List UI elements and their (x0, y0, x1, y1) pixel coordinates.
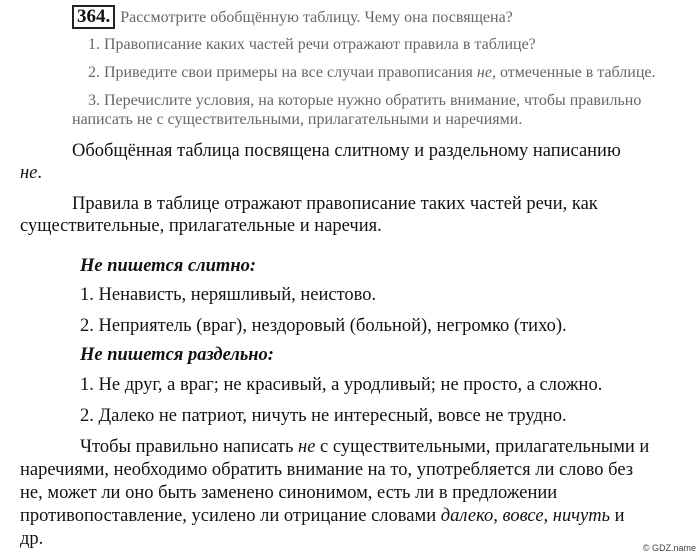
question-2-italic: не (476, 64, 492, 81)
answer-p3-line-1 (80, 437, 649, 458)
separately-item-2: 2. Далеко не патриот, ничуть не интересный, вовсе не трудно. (80, 406, 567, 426)
separately-item-1: 1. Не друг, а враг; не красивый, а уродливый; не просто, а сложно. (80, 375, 603, 395)
exercise-prompt: Рассмотрите обобщённую таблицу. Чему она посвящена? (120, 9, 513, 26)
question-2-text-a: 2. Приведите свои примеры на все случаи правописания (88, 64, 477, 81)
exercise-number: 364. (72, 5, 115, 29)
answer-p3-line-5: др. (20, 529, 44, 549)
answer-p3-italic: не (298, 437, 316, 457)
question-3-line-1: 3. Перечислите условия, на которые нужно обратить внимание, чтобы правильно (88, 92, 642, 109)
answer-p2-line-1: Правила в таблице отражают правописание таких частей речи, как (72, 194, 598, 214)
question-2 (88, 64, 656, 82)
question-2-text-b: , отмеченные в таблице. (491, 64, 656, 81)
answer-p3-text-b: с существительными, прилагательными и (315, 437, 650, 457)
answer-p1-italic: не (20, 163, 38, 183)
watermark: © GDZ.name (642, 543, 696, 553)
together-item-1: 1. Ненависть, неряшливый, неистово. (80, 285, 377, 305)
question-3-line-2: написать не с существительными, прилагательными и наречиями. (72, 111, 523, 128)
answer-p1-line-1: Обобщённая таблица посвящена слитному и раздельному написанию (72, 141, 621, 161)
answer-p3-text-a: Чтобы правильно написать (80, 437, 299, 457)
answer-p2-line-2: существительные, прилагательные и наречия. (20, 216, 382, 236)
answer-p3-line-2: наречиями, необходимо обратить внимание на то, употребляется ли слово без (20, 460, 634, 480)
exercise-header (72, 5, 513, 29)
heading-together: Не пишется слитно: (80, 256, 257, 276)
question-1: 1. Правописание каких частей речи отражают правила в таблице? (88, 36, 536, 53)
together-item-2: 2. Неприятель (враг), нездоровый (больной), негромко (тихо). (80, 316, 567, 336)
answer-p3-l4-italic: далеко, вовсе, ничуть (440, 506, 611, 526)
answer-p1-line-2 (20, 163, 42, 184)
answer-p1-end: . (37, 163, 43, 183)
answer-p3-l4-b: и (610, 506, 625, 526)
answer-p3-line-4 (20, 506, 625, 527)
answer-p3-line-3: не, может ли оно быть заменено синонимом, есть ли в предложении (20, 483, 558, 503)
answer-p3-l4-a: противопоставление, усилено ли отрицание словами (20, 506, 441, 526)
heading-separately: Не пишется раздельно: (80, 345, 274, 365)
